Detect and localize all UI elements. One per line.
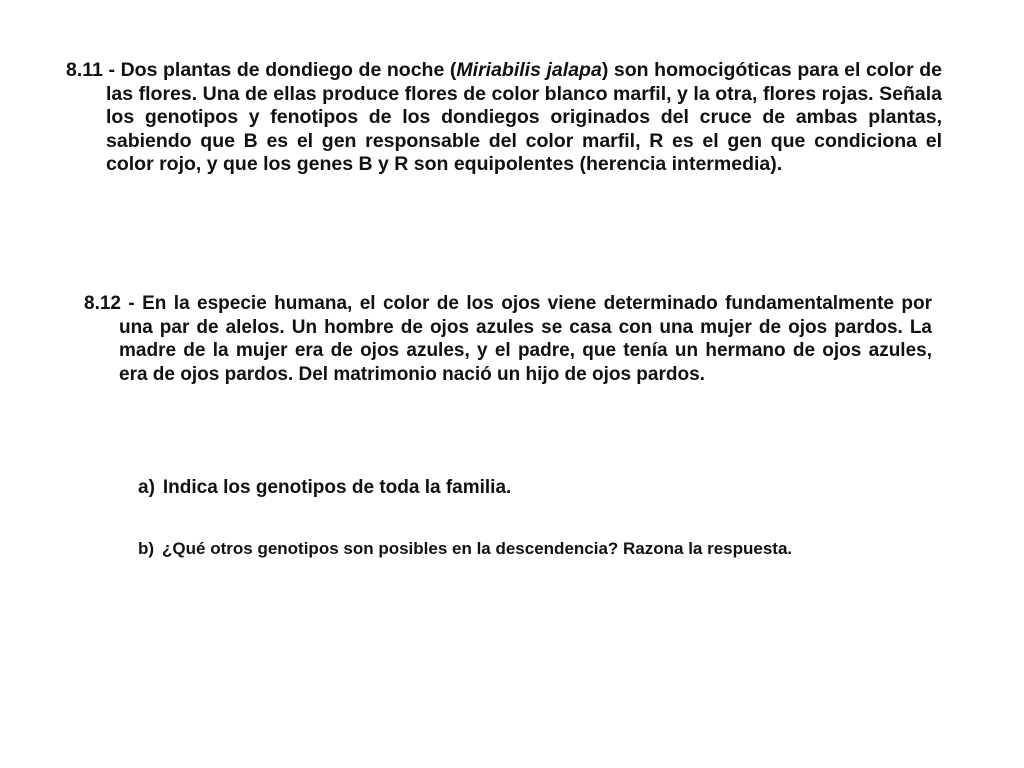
question-b-label: b): [138, 539, 155, 558]
problem-8-12-text: En la especie humana, el color de los ojos viene determinado fundamentalmente por una par de alelos. Un hombre de ojos azules se casa con una mujer de ojos pardos. La madre de la mujer era de ojos azules, y el padre, que tenía un hermano de ojos azules, era de ojos pardos. Del matrimonio nació un hijo de ojos pardos.: [119, 293, 933, 385]
problem-8-12: [84, 292, 932, 386]
problem-8-11-dash: -: [102, 59, 121, 81]
problem-8-11-text-after: ) son homocigóticas para el color de las flores. Una de ellas produce flores de color blanco marfil, y la otra, flores rojas. Señala los genotipos y fenotipos de los dondiegos originados del cruce de ambas plantas, sabiendo que B es el gen responsable del color marfil, R es el gen que condiciona el color rojo, y que los genes B y R son equipolentes (herencia intermedia).: [106, 59, 943, 175]
problem-8-11-species: Miriabilis jalapa: [456, 59, 602, 81]
question-b-text: ¿Qué otros genotipos son posibles en la descendencia? Razona la respuesta.: [162, 539, 793, 558]
problem-8-11: [66, 59, 942, 177]
problem-8-12-number: 8.12: [84, 293, 121, 314]
question-a-text: Indica los genotipos de toda la familia.: [162, 477, 512, 498]
question-a: [138, 476, 898, 499]
question-b: [138, 537, 870, 561]
problem-8-12-dash: -: [120, 293, 143, 314]
problem-8-11-text-before: Dos plantas de dondiego de noche (: [120, 59, 457, 81]
problem-8-11-number: 8.11: [66, 59, 103, 81]
question-a-label: a): [138, 477, 155, 498]
